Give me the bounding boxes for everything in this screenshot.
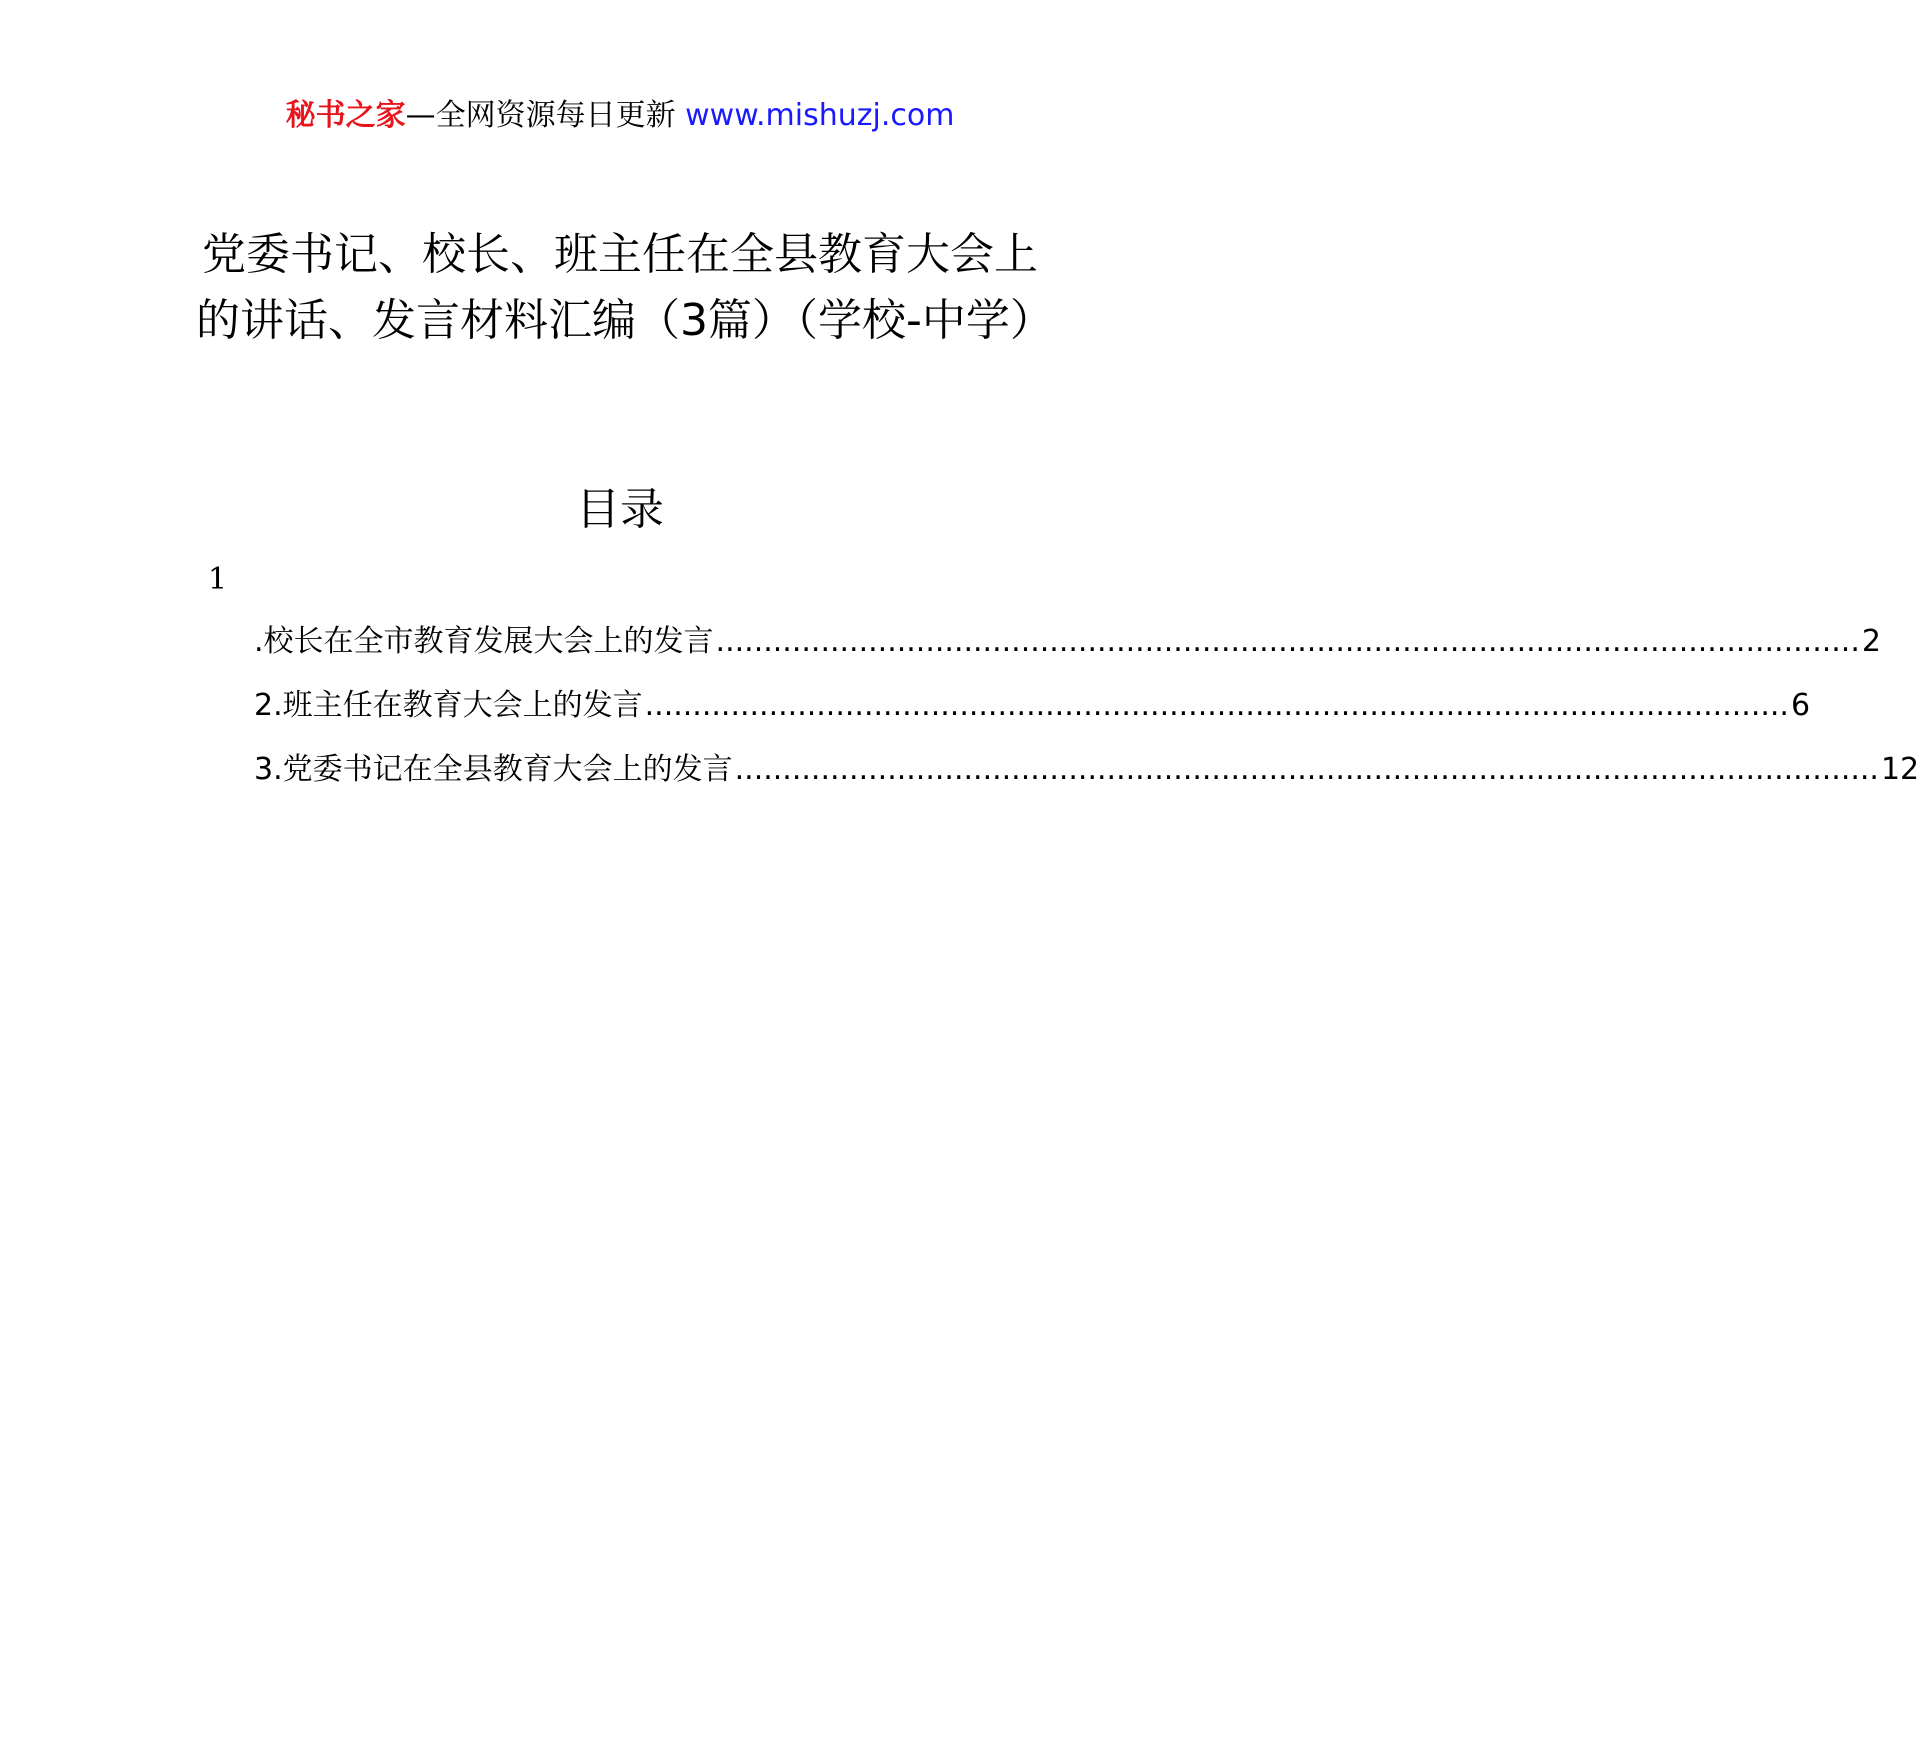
site-url-link[interactable]: www.mishuzj.com: [685, 98, 955, 133]
toc-entry[interactable]: [254, 620, 1881, 684]
brand-name: 秘书之家: [285, 98, 406, 133]
toc-entry-page: 2: [1861, 624, 1881, 659]
toc-entry-page: 12: [1880, 752, 1919, 787]
toc-entry[interactable]: [254, 684, 1811, 748]
toc-leader-dots: ........................................................................................................................: [734, 752, 1879, 787]
document-title: 党委书记、校长、班主任在全县教育大会上的讲话、发言材料汇编（3篇）（学校-中学）: [196, 229, 1054, 346]
toc-entry-page: 6: [1790, 688, 1811, 723]
site-header: [0, 96, 1240, 136]
toc-number-prefix: 1: [208, 562, 228, 597]
toc-entry-title: 2.班主任在教育大会上的发言: [254, 688, 643, 723]
toc-heading: 目录: [576, 484, 664, 535]
toc-entry[interactable]: [254, 748, 1919, 812]
table-of-contents: [254, 620, 1919, 812]
toc-leader-dots: ........................................................................................................................: [644, 688, 1789, 723]
toc-entry-title: 3.党委书记在全县教育大会上的发言: [254, 752, 733, 787]
toc-leader-dots: ........................................................................................................................: [715, 624, 1860, 659]
toc-entry-title: .校长在全市教育发展大会上的发言: [254, 624, 714, 659]
header-slogan: —全网资源每日更新: [405, 98, 686, 133]
